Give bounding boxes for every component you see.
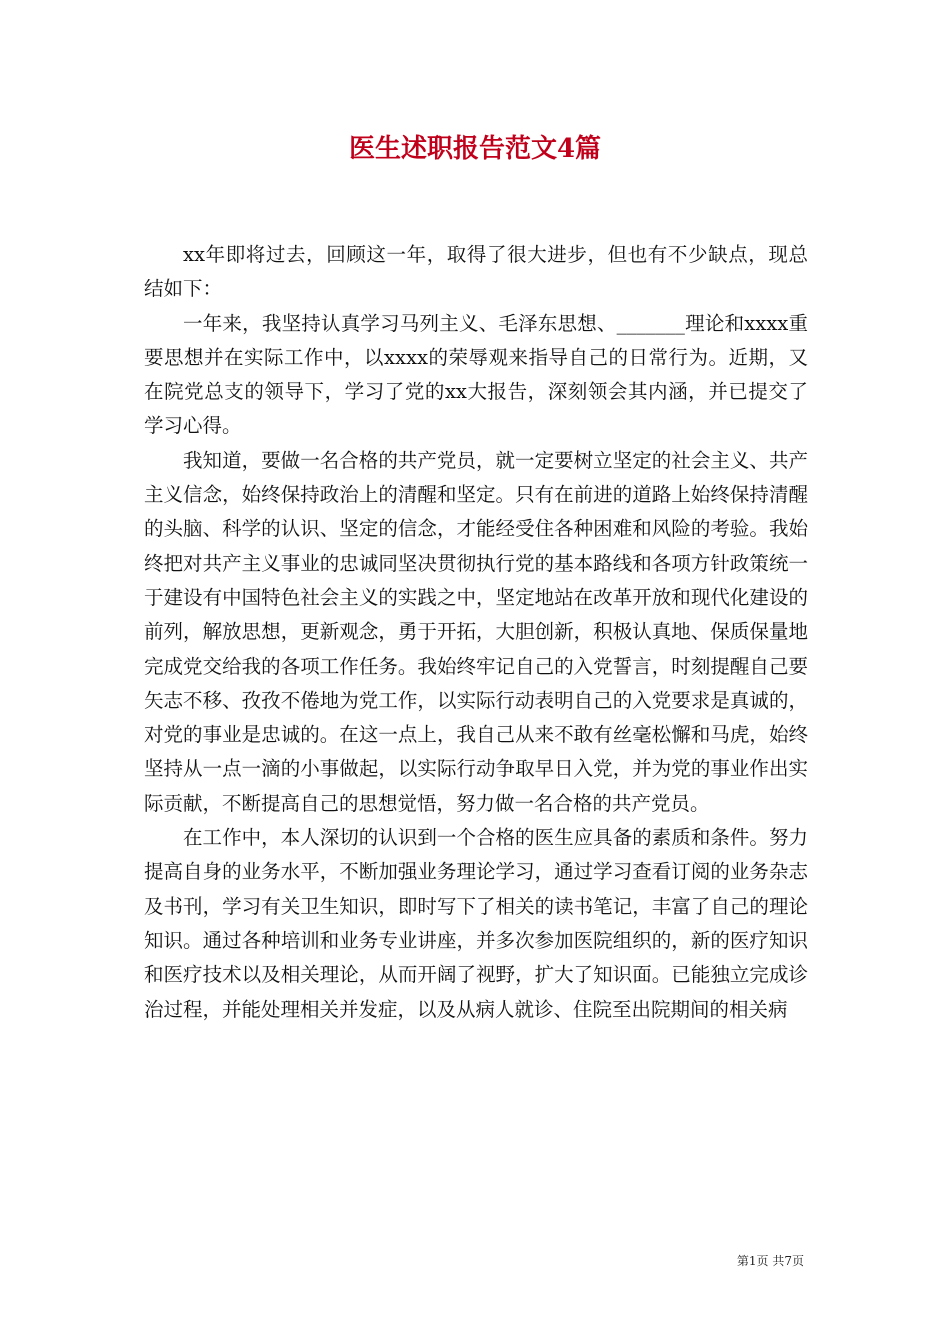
paragraph-3: 我知道，要做一名合格的共产党员，就一定要树立坚定的社会主义、共产主义信念，始终保持政治上的清醒和坚定。只有在前进的道路上始终保持清醒的头脑、科学的认识、坚定的信念，才能经受住各种困难和风险的考验。我始终把对共产主义事业的忠诚同坚决贯彻执行党的基本路线和各项方针政策统一于建设有中国特色社会主义的实践之中，坚定地站在改革开放和现代化建设的前列，解放思想，更新观念，勇于开拓，大胆创新，积极认真地、保质保量地完成党交给我的各项工作任务。我始终牢记自己的入党誓言，时刻提醒自己要矢志不移、孜孜不倦地为党工作，以实际行动表明自己的入党要求是真诚的，对党的事业是忠诚的。在这一点上，我自己从来不敢有丝毫松懈和马虎，始终坚持从一点一滴的小事做起，以实际行动争取早日入党，并为党的事业作出实际贡献，不断提高自己的思想觉悟，努力做一名合格的共产党员。 <box>144 448 808 815</box>
document-body <box>144 238 808 1027</box>
paragraph-1: xx年即将过去，回顾这一年，取得了很大进步，但也有不少缺点，现总结如下： <box>144 243 808 301</box>
paragraph-2: 一年来，我坚持认真学习马列主义、毛泽东思想、_______理论和xxxx重要思想并在实际工作中，以xxxx的荣辱观来指导自己的日常行为。近期，又在院党总支的领导下，学习了党的xx大报告，深刻领会其内涵，并已提交了学习心得。 <box>144 311 808 438</box>
document-title: 医生述职报告范文4篇 <box>348 134 602 164</box>
paragraph-4: 在工作中，本人深切的认识到一个合格的医生应具备的素质和条件。努力提高自身的业务水平，不断加强业务理论学习，通过学习查看订阅的业务杂志及书刊，学习有关卫生知识，即时写下了相关的读书笔记，丰富了自己的理论知识。通过各种培训和业务专业讲座，并多次参加医院组织的，新的医疗知识和医疗技术以及相关理论，从而开阔了视野，扩大了知识面。已能独立完成诊治过程，并能处理相关并发症，以及从病人就诊、住院至出院期间的相关病 <box>144 826 808 1021</box>
page-number-footer: 第1页 共7页 <box>736 1254 804 1268</box>
